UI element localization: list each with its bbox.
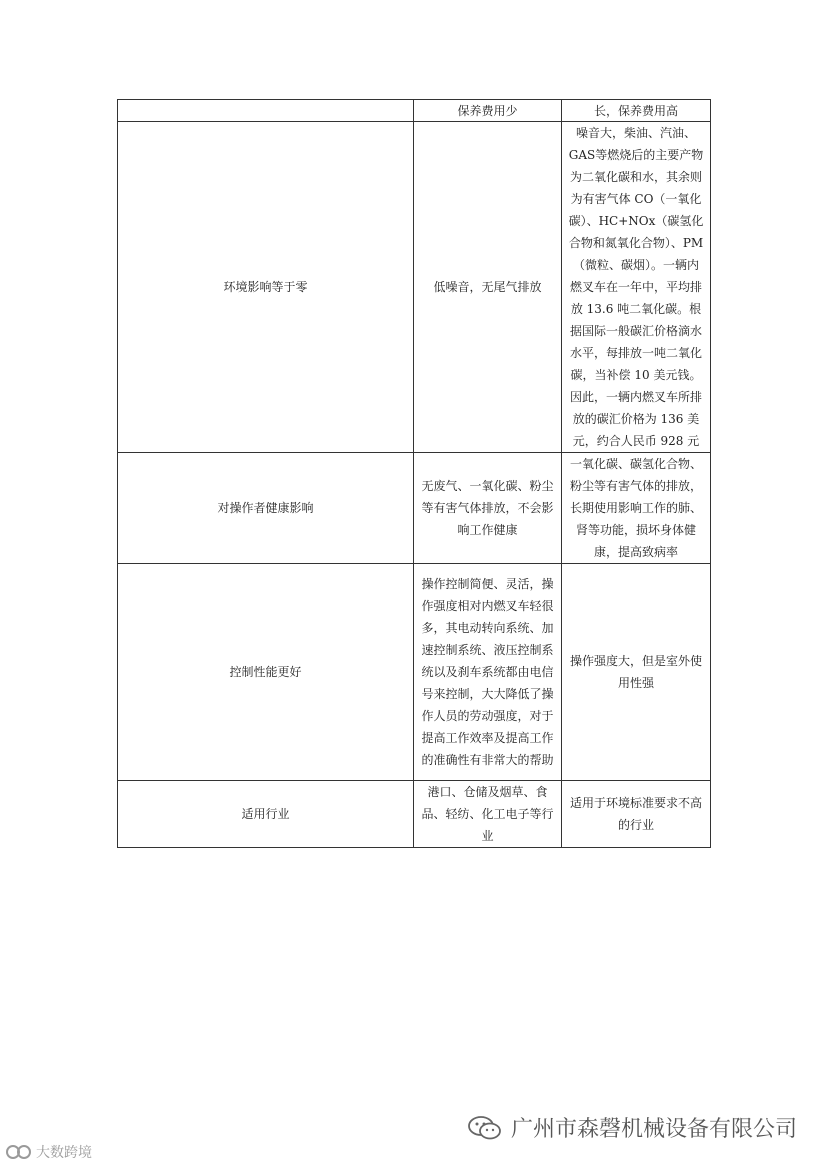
watermark-text: 大数跨境 <box>36 1145 92 1161</box>
row-label: 适用行业 <box>118 781 414 848</box>
wechat-icon <box>467 1114 503 1142</box>
company-name: 广州市森磬机械设备有限公司 <box>510 1117 797 1142</box>
electric-cell: 无废气、一氧化碳、粉尘等有害气体排放，不会影响工作健康 <box>414 453 562 564</box>
table-row <box>118 781 711 848</box>
table-row <box>118 564 711 781</box>
combustion-cell: 操作强度大，但是室外使用性强 <box>562 564 711 781</box>
table-row <box>118 122 711 453</box>
comparison-table <box>117 99 711 848</box>
electric-cell: 港口、仓储及烟草、食品、轻纺、化工电子等行业 <box>414 781 562 848</box>
footer-company <box>467 1112 797 1143</box>
combustion-cell: 一氧化碳、碳氢化合物、粉尘等有害气体的排放，长期使用影响工作的肺、肾等功能，损坏身体健康，提高致病率 <box>562 453 711 564</box>
header-cell-empty <box>118 100 414 122</box>
brand-logo-icon <box>6 1143 32 1161</box>
electric-cell: 低噪音，无尾气排放 <box>414 122 562 453</box>
header-cell-combustion: 长，保养费用高 <box>562 100 711 122</box>
table-header-row <box>118 100 711 122</box>
footer-watermark <box>6 1142 92 1162</box>
row-label: 对操作者健康影响 <box>118 453 414 564</box>
table-row <box>118 453 711 564</box>
row-label: 环境影响等于零 <box>118 122 414 453</box>
row-label: 控制性能更好 <box>118 564 414 781</box>
electric-cell: 操作控制简便、灵活，操作强度相对内燃叉车轻很多，其电动转向系统、加速控制系统、液压控制系统以及刹车系统都由电信号来控制，大大降低了操作人员的劳动强度，对于提高工作效率及提高工作的准确性有非常大的帮助 <box>414 564 562 781</box>
combustion-cell: 适用于环境标准要求不高的行业 <box>562 781 711 848</box>
combustion-cell: 噪音大，柴油、汽油、GAS等燃烧后的主要产物为二氧化碳和水，其余则为有害气体 CO（一氧化碳）、HC+NOx（碳氢化合物和氮氧化合物）、PM（微粒、碳烟）。一辆内燃叉车在一年中，平均排放 13.6 吨二氧化碳。根据国际一般碳汇价格滴水水平，每排放一吨二氧化碳，当补偿 10 美元钱。因此，一辆内燃叉车所排放的碳汇价格为 136 美元，约合人民币 928 元 <box>562 122 711 453</box>
header-cell-electric: 保养费用少 <box>414 100 562 122</box>
